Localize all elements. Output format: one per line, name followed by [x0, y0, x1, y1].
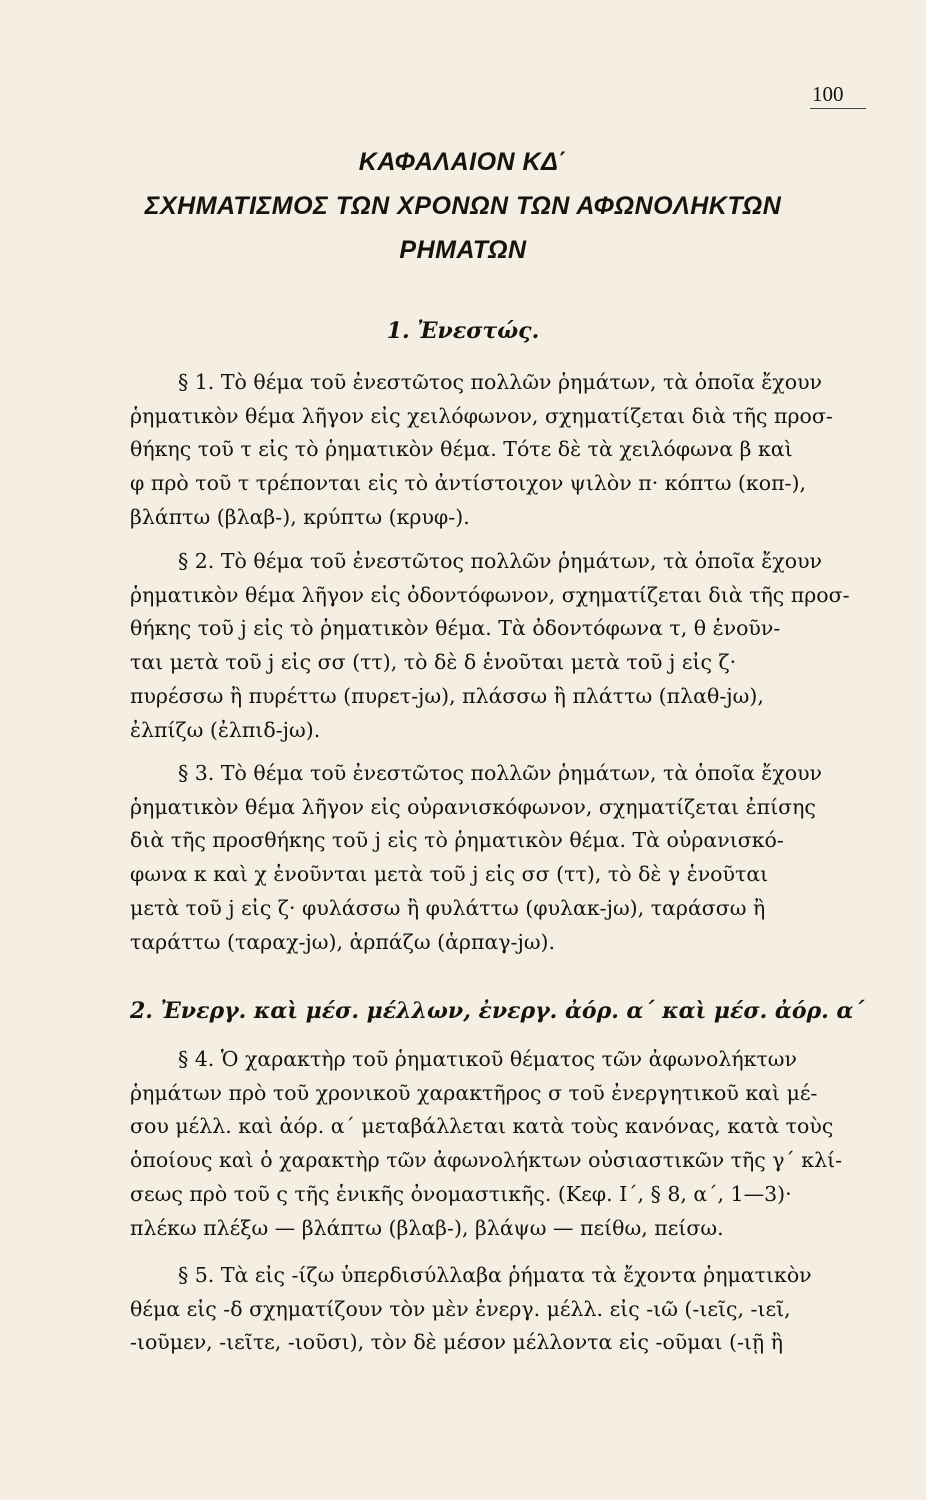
text-line: σεως πρὸ τοῦ ς τῆς ἑνικῆς ὀνομαστικῆς. (Κεφ. Ι΄, § 8, α΄, 1—3)· — [130, 1181, 792, 1206]
text-line: πυρέσσω ἢ πυρέττω (πυρετ-jω), πλάσσω ἢ πλάττω (πλαθ-jω), — [130, 683, 764, 708]
text-line: θήκης τοῦ j εἰς τὸ ῥηματικὸν θέμα. Τὰ ὀδοντόφωνα τ, θ ἑνοῦν- — [130, 616, 781, 641]
paragraph-3 — [130, 757, 900, 959]
chapter-subtitle-line1: ΣΧΗΜΑΤΙΣΜΟΣ ΤΩΝ ΧΡΟΝΩΝ ΤΩΝ ΑΦΩΝΟΛΗΚΤΩΝ — [144, 192, 782, 220]
text-line: θέμα εἰς -δ σχηματίζουν τὸν μὲν ἐνεργ. μέλλ. εἰς -ιῶ (-ιεῖς, -ιεῖ, — [130, 1296, 791, 1321]
chapter-title: ΚΑΦΑΛΑΙΟΝ ΚΔ΄ — [358, 148, 568, 176]
section-1-heading: 1. Ἐνεστώς. — [386, 318, 540, 344]
text-line: ταράττω (ταραχ-jω), ἁρπάζω (ἁρπαγ-jω). — [130, 929, 556, 954]
text-line: ἐλπίζω (ἐλπιδ-jω). — [130, 717, 321, 742]
text-line: φ πρὸ τοῦ τ τρέπονται εἰς τὸ ἀντίστοιχον ψιλὸν π· κόπτω (κοπ-), — [130, 471, 806, 496]
text-line: § 5. Τὰ εἰς -ίζω ὑπερδισύλλαβα ῥήματα τὰ ἔχοντα ῥηματικὸν — [178, 1263, 812, 1287]
text-line: ῥηματικὸν θέμα λῆγον εἰς χειλόφωνον, σχηματίζεται διὰ τῆς προσ- — [130, 403, 833, 428]
text-line: ται μετὰ τοῦ j εἰς σσ (ττ), τὸ δὲ δ ἑνοῦται μετὰ τοῦ j εἰς ζ· — [130, 650, 737, 675]
text-line: φωνα κ καὶ χ ἑνοῦνται μετὰ τοῦ j εἰς σσ (ττ), τὸ δὲ γ ἑνοῦται — [130, 862, 769, 887]
header-rule — [810, 108, 866, 109]
text-line: § 3. Τὸ θέμα τοῦ ἐνεστῶτος πολλῶν ῥημάτων, τὰ ὁποῖα ἔχουν — [178, 761, 822, 785]
text-line: ὁποίους καὶ ὁ χαρακτὴρ τῶν ἀφωνολήκτων οὐσιαστικῶν τῆς γ΄ κλί- — [130, 1148, 843, 1173]
text-line: ῥημάτων πρὸ τοῦ χρονικοῦ χαρακτῆρος σ τοῦ ἐνεργητικοῦ καὶ μέ- — [130, 1080, 818, 1105]
text-line: σου μέλλ. καὶ ἀόρ. α΄ μεταβάλλεται κατὰ τοὺς κανόνας, κατὰ τοὺς — [130, 1114, 834, 1139]
page-number: 100 — [812, 82, 844, 106]
text-line: βλάπτω (βλαβ-), κρύπτω (κρυφ-). — [130, 504, 470, 529]
paragraph-5 — [130, 1259, 900, 1360]
chapter-subtitle-line2: ΡΗΜΑΤΩΝ — [399, 236, 527, 264]
paragraph-4 — [130, 1043, 900, 1245]
text-line: μετὰ τοῦ j εἰς ζ· φυλάσσω ἢ φυλάττω (φυλακ-jω), ταράσσω ἢ — [130, 895, 766, 920]
text-line: ῥηματικὸν θέμα λῆγον εἰς ὀδοντόφωνον, σχηματίζεται διὰ τῆς προσ- — [130, 582, 850, 607]
text-line: § 1. Τὸ θέμα τοῦ ἐνεστῶτος πολλῶν ῥημάτων, τὰ ὁποῖα ἔχουν — [178, 370, 822, 394]
text-line: διὰ τῆς προσθήκης τοῦ j εἰς τὸ ῥηματικὸν θέμα. Τὰ οὐρανισκό- — [130, 828, 784, 853]
text-line: -ιοῦμεν, -ιεῖτε, -ιοῦσι), τὸν δὲ μέσον μέλλοντα εἰς -οῦμαι (-ιῇ ἢ — [130, 1330, 784, 1355]
paragraph-2 — [130, 545, 900, 747]
text-line: θήκης τοῦ τ εἰς τὸ ῥηματικὸν θέμα. Τότε δὲ τὰ χειλόφωνα β καὶ — [130, 437, 793, 462]
chapter-titles — [0, 140, 926, 272]
text-line: ῥηματικὸν θέμα λῆγον εἰς οὐρανισκόφωνον, σχηματίζεται ἐπίσης — [130, 794, 816, 819]
text-line: § 2. Τὸ θέμα τοῦ ἐνεστῶτος πολλῶν ῥημάτων, τὰ ὁποῖα ἔχουν — [178, 549, 822, 573]
text-line: πλέκω πλέξω — βλάπτω (βλαβ-), βλάψω — πείθω, πείσω. — [130, 1215, 724, 1240]
paragraph-1 — [130, 366, 900, 535]
text-line: § 4. Ὁ χαρακτὴρ τοῦ ῥηματικοῦ θέματος τῶν ἀφωνολήκτων — [178, 1047, 797, 1071]
section-2-heading: 2. Ἐνεργ. καὶ μέσ. μέλλων, ἐνεργ. ἀόρ. α΄ καὶ μέσ. ἀόρ. α΄ — [130, 998, 865, 1024]
